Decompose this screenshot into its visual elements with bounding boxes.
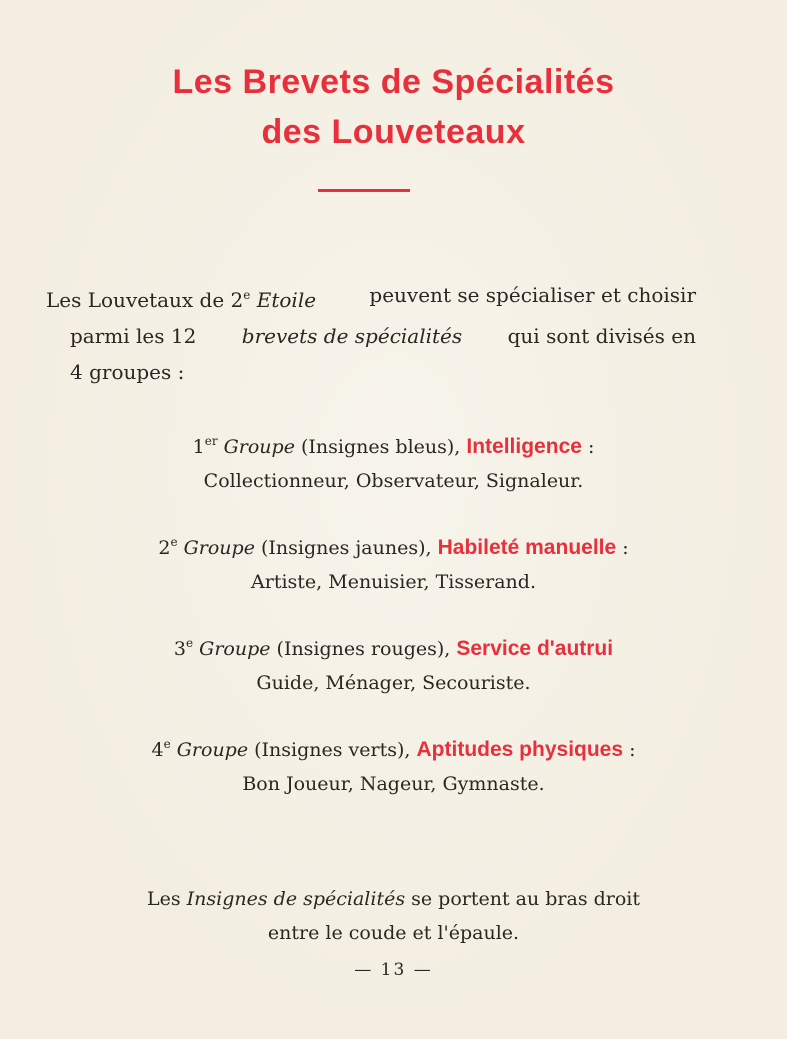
group-4 [0,727,787,801]
group-number-sup: e [170,535,178,549]
group-number-sup: e [163,737,171,751]
group-insignes: (Insignes bleus), [301,436,461,458]
group-category: Aptitudes physiques [416,738,624,761]
page-number: — 13 — [354,960,433,980]
group-word: Groupe [199,638,271,660]
intro-line-2 [46,318,696,354]
group-insignes: (Insignes verts), [254,739,411,761]
group-1 [0,424,787,498]
group-3 [0,626,787,700]
group-heading [0,626,787,666]
group-category: Service d'autrui [456,637,614,660]
group-insignes: (Insignes rouges), [276,638,451,660]
group-word: Groupe [223,436,295,458]
intro-superscript: e [243,288,251,302]
group-insignes: (Insignes jaunes), [261,537,432,559]
intro-italic-brevets: brevets de spécialités [241,324,463,348]
group-category: Habileté manuelle [437,536,617,559]
group-items: Collectionneur, Observateur, Signaleur. [203,470,584,492]
footer-note [0,882,787,950]
group-number: 4 [151,739,164,761]
group-items: Artiste, Menuisier, Tisserand. [251,571,536,593]
intro-text: parmi les 12 [70,324,197,348]
footer-text: se portent au bras droit [411,888,641,910]
footer-text: Les [146,888,181,910]
intro-text: qui sont divisés en [507,324,696,348]
group-2 [0,525,787,599]
footer-line-2: entre le coude et l'épaule. [267,922,520,944]
intro-paragraph [46,277,696,390]
group-number: 1 [192,436,205,458]
intro-italic-etoile: Etoile [256,288,317,312]
title-underline [318,189,410,192]
intro-text: peuvent se spécialiser et choisir [369,283,696,307]
group-colon: : [587,436,595,458]
group-heading [0,424,787,464]
page-title-line-1: Les Brevets de Spécialités [172,63,615,101]
group-word: Groupe [183,537,255,559]
footer-italic: Insignes de spécialités [186,888,406,910]
page-title-line-2: des Louveteaux [261,113,526,151]
group-category: Intelligence [466,435,582,458]
group-items: Guide, Ménager, Secouriste. [256,672,531,694]
footer-line-1 [0,882,787,916]
intro-line-3: 4 groupes : [70,360,185,384]
group-number: 3 [173,638,186,660]
group-number-sup: er [204,434,218,448]
group-heading [0,727,787,767]
group-items: Bon Joueur, Nageur, Gymnaste. [242,773,545,795]
group-number-sup: e [185,636,194,650]
intro-line-1 [46,277,696,318]
group-heading [0,525,787,565]
group-colon: : [629,739,636,761]
group-number: 2 [158,537,171,559]
intro-text: Les Louvetaux de 2 [46,288,244,312]
group-colon: : [622,537,629,559]
group-word: Groupe [176,739,249,761]
